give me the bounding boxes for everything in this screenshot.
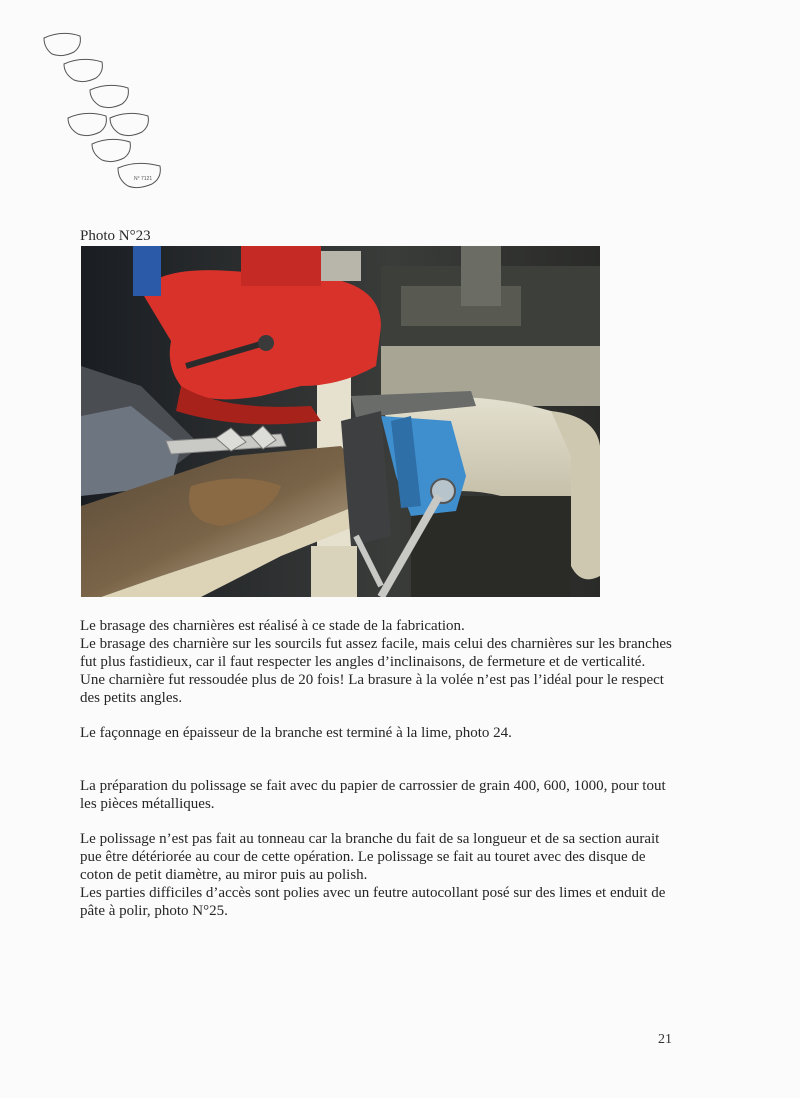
paragraph: Le polissage n’est pas fait au tonneau car la branche du fait de sa longueur et de sa section aurait pue être détériorée au cour de cette opération. Le polissage se fait au touret avec des disque de coton de petit diamètre, au miror puis au polish. [80, 831, 660, 883]
page-number: 21 [658, 1032, 672, 1047]
paragraph: Le brasage des charnières est réalisé à ce stade de la fabrication. [80, 618, 465, 634]
paragraph: Les parties difficiles d’accès sont polies avec un feutre autocollant posé sur des limes et enduit de pâte à polir, photo N°25. [80, 885, 666, 919]
workbench-photo [81, 246, 600, 597]
paragraph: Une charnière fut ressoudée plus de 20 fois! La brasure à la volée n’est pas l’idéal pour le respect des petits angles. [80, 672, 664, 706]
body-text [80, 617, 680, 920]
paragraph: Le brasage des charnière sur les sourcils fut assez facile, mais celui des charnières sur les branches fut plus fastidieux, car il faut respecter les angles d’inclinaisons, de fermeture et de verticalité. [80, 636, 672, 670]
photo-caption: Photo N°23 [80, 228, 151, 244]
logo-label: N° 7121 [134, 176, 153, 182]
paragraph: La préparation du polissage se fait avec du papier de carrossier de grain 400, 600, 1000, pour tout les pièces métalliques. [80, 778, 666, 812]
paragraph: Le façonnage en épaisseur de la branche est terminé à la lime, photo 24. [80, 725, 512, 741]
glasses-logo [36, 28, 166, 193]
